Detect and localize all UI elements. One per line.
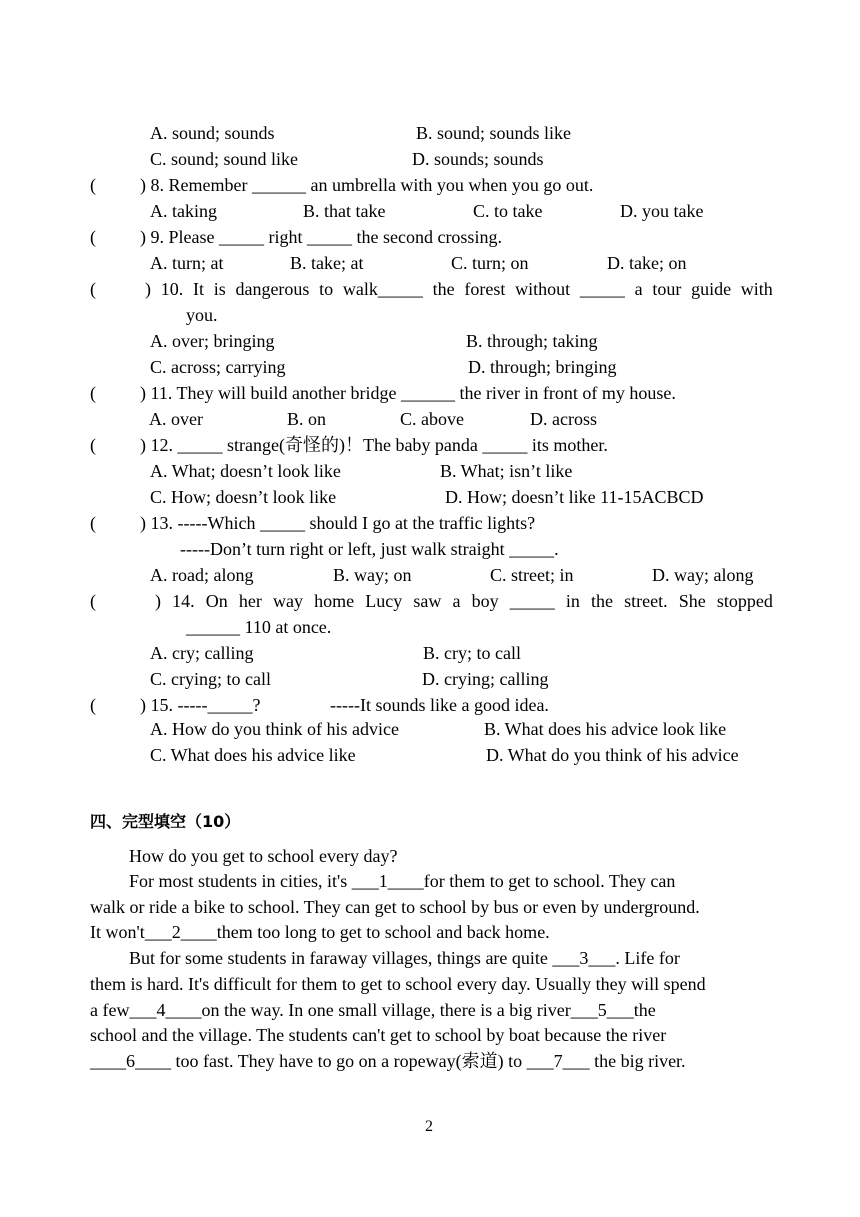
q10-option-a: A. over; bringing xyxy=(150,331,275,351)
page-number: 2 xyxy=(425,1118,433,1135)
q7-option-c: C. sound; sound like xyxy=(150,149,299,169)
q10-paren: ( xyxy=(90,279,96,299)
q7-option-d: D. sounds; sounds xyxy=(412,149,544,169)
q11-paren: ( xyxy=(90,383,96,403)
q8-option-b: B. that take xyxy=(303,201,386,221)
q10-option-d: D. through; bringing xyxy=(468,357,617,377)
q10-option-b: B. through; taking xyxy=(466,331,598,351)
passage-line: For most students in cities, it's ___1____for them to get to school. They can xyxy=(129,871,676,891)
q8-option-d: D. you take xyxy=(620,201,704,221)
q12-option-c: C. How; doesn’t look like xyxy=(150,487,337,507)
q11-option-a: A. over xyxy=(149,409,203,429)
passage-line: walk or ride a bike to school. They can get to school by bus or even by underground. xyxy=(90,897,700,917)
q12-paren: ( xyxy=(90,435,96,455)
q15-answer-line: -----It sounds like a good idea. xyxy=(330,695,549,715)
q9-option-c: C. turn; on xyxy=(451,253,529,273)
q15-option-d: D. What do you think of his advice xyxy=(486,745,739,765)
q8-option-a: A. taking xyxy=(150,201,217,221)
q12-stem: ) 12. _____ strange(奇怪的)！The baby panda _____ its mother. xyxy=(140,435,608,455)
q11-option-c: C. above xyxy=(400,409,464,429)
q15-option-b: B. What does his advice look like xyxy=(484,719,727,739)
q14-option-b: B. cry; to call xyxy=(423,643,521,663)
q8-stem: ) 8. Remember ______ an umbrella with you when you go out. xyxy=(140,175,594,195)
q11-option-b: B. on xyxy=(287,409,327,429)
passage-line: How do you get to school every day? xyxy=(129,846,398,866)
q15-paren: ( xyxy=(90,695,96,715)
q15-stem: ) 15. -----_____? xyxy=(140,695,261,715)
q7-option-b: B. sound; sounds like xyxy=(416,123,572,143)
q10-stem-continuation: you. xyxy=(186,305,218,325)
passage-line: But for some students in faraway villages, things are quite ___3___. Life for xyxy=(129,948,680,968)
q9-stem: ) 9. Please _____ right _____ the second crossing. xyxy=(140,227,502,247)
q14-stem-continuation: ______ 110 at once. xyxy=(186,617,332,637)
q14-stem: ) 14. On her way home Lucy saw a boy _____ in the street. She stopped xyxy=(155,591,773,611)
passage-line: them is hard. It's difficult for them to get to school every day. Usually they will spend xyxy=(90,974,706,994)
q14-option-a: A. cry; calling xyxy=(150,643,254,663)
q11-stem: ) 11. They will build another bridge ______ the river in front of my house. xyxy=(140,383,676,403)
q10-option-c: C. across; carrying xyxy=(150,357,286,377)
q9-option-d: D. take; on xyxy=(607,253,687,273)
q13-option-b: B. way; on xyxy=(333,565,412,585)
passage-line: school and the village. The students can't get to school by boat because the river xyxy=(90,1025,667,1045)
passage-line: ____6____ too fast. They have to go on a ropeway(索道) to ___7___ the big river. xyxy=(90,1051,686,1071)
q13-paren: ( xyxy=(90,513,96,533)
q13-stem-line2: -----Don’t turn right or left, just walk straight _____. xyxy=(180,539,559,559)
q15-option-c: C. What does his advice like xyxy=(150,745,356,765)
q8-paren: ( xyxy=(90,175,96,195)
q11-option-d: D. across xyxy=(530,409,597,429)
q12-option-d: D. How; doesn’t like 11-15ACBCD xyxy=(445,487,704,507)
q9-paren: ( xyxy=(90,227,96,247)
q9-option-b: B. take; at xyxy=(290,253,364,273)
q10-stem: ) 10. It is dangerous to walk_____ the forest without _____ a tour guide with xyxy=(145,279,773,299)
q14-option-d: D. crying; calling xyxy=(422,669,549,689)
q14-option-c: C. crying; to call xyxy=(150,669,271,689)
passage-line: It won't___2____them too long to get to school and back home. xyxy=(90,922,550,942)
passage-line: a few___4____on the way. In one small village, there is a big river___5___the xyxy=(90,1000,656,1020)
q13-option-c: C. street; in xyxy=(490,565,574,585)
q14-paren: ( xyxy=(90,591,96,611)
q15-option-a: A. How do you think of his advice xyxy=(150,719,399,739)
q13-option-a: A. road; along xyxy=(150,565,254,585)
q9-option-a: A. turn; at xyxy=(150,253,224,273)
q13-stem: ) 13. -----Which _____ should I go at the traffic lights? xyxy=(140,513,536,533)
section-title: 四、完型填空（10） xyxy=(90,812,241,831)
q7-option-a: A. sound; sounds xyxy=(150,123,275,143)
q13-option-d: D. way; along xyxy=(652,565,754,585)
q8-option-c: C. to take xyxy=(473,201,543,221)
q12-option-a: A. What; doesn’t look like xyxy=(150,461,341,481)
q12-option-b: B. What; isn’t like xyxy=(440,461,573,481)
